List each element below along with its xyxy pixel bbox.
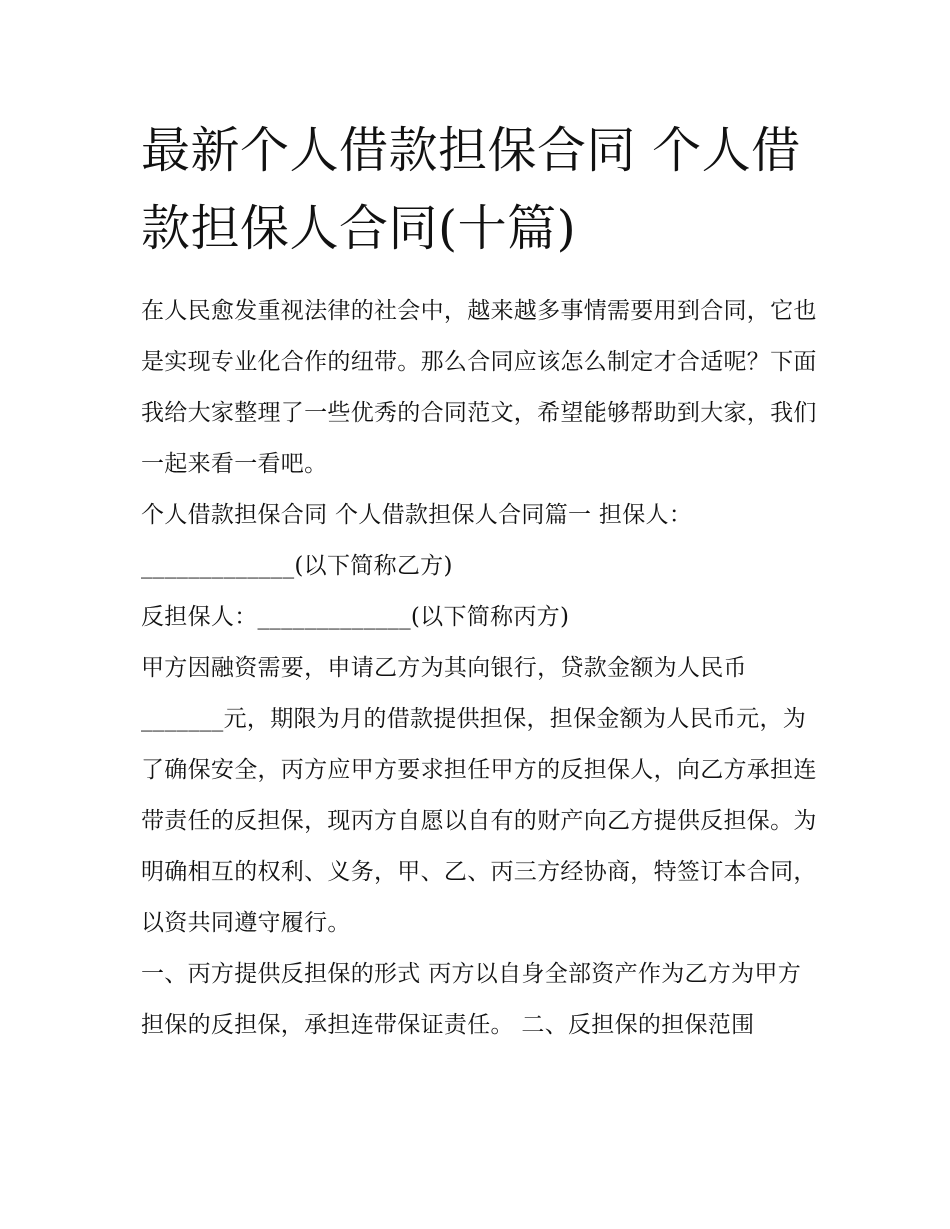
paragraph-intro: 在人民愈发重视法律的社会中，越来越多事情需要用到合同，它也是实现专业化合作的纽带。那么合同应该怎么制定才合适呢？下面我给大家整理了一些优秀的合同范文，希望能够帮助到大家，我们一起来看一看吧。 — [141, 298, 817, 477]
paragraph-contract-heading: 个人借款担保合同 个人借款担保人合同篇一 担保人： — [141, 502, 693, 528]
document-page — [141, 112, 821, 1051]
paragraph-party-b: _____________(以下简称乙方) — [141, 553, 453, 579]
document-body — [141, 286, 821, 1051]
paragraph-clause-one: 一、丙方提供反担保的形式 丙方以自身全部资产作为乙方为甲方担保的反担保，承担连带保证责任。 二、反担保的担保范围 — [141, 961, 802, 1038]
document-title: 最新个人借款担保合同 个人借款担保人合同(十篇) — [141, 122, 801, 257]
paragraph-party-c: 反担保人：_____________(以下简称丙方) — [141, 604, 570, 630]
paragraph-terms: 甲方因融资需要，申请乙方为其向银行，贷款金额为人民币_______元，期限为月的借款提供担保，担保金额为人民币元，为了确保安全，丙方应甲方要求担任甲方的反担保人，向乙方承担连带责任的反担保，现丙方自愿以自有的财产向乙方提供反担保。为明确相互的权利、义务，甲、乙、丙三方经协商，特签订本合同，以资共同遵守履行。 — [141, 655, 817, 936]
